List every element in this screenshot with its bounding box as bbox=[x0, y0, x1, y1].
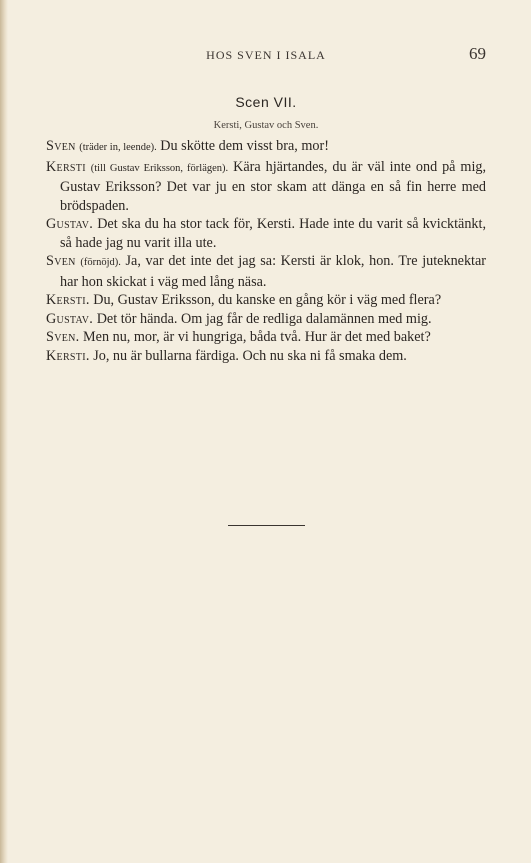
dialogue-line bbox=[46, 347, 486, 366]
dialogue-line bbox=[46, 158, 486, 216]
dialogue-line bbox=[46, 215, 486, 252]
book-page bbox=[46, 0, 486, 863]
page-number: 69 bbox=[469, 44, 486, 63]
speaker-name: Kersti. bbox=[46, 292, 90, 308]
speaker-name: Gustav. bbox=[46, 216, 94, 232]
dialogue-line bbox=[46, 137, 486, 158]
running-head: HOS SVEN I ISALA bbox=[206, 48, 326, 62]
dialogue-line bbox=[46, 310, 486, 329]
line-text: Jo, nu är bullarna färdiga. Och nu ska ni få smaka dem. bbox=[93, 347, 407, 364]
speaker-name: Kersti. bbox=[46, 347, 90, 364]
dialogue-line bbox=[46, 291, 486, 310]
scene-title: Scen VII. bbox=[235, 94, 297, 110]
section-divider bbox=[228, 525, 305, 526]
line-text: Ja, var det inte det jag sa: Kersti är klok, hon. Tre juteknektar har hon skickat i väg med lång näsa. bbox=[60, 253, 487, 290]
speaker-name: Kersti bbox=[46, 158, 86, 175]
line-text: Kära hjärtandes, du är väl inte ond på mig, Gustav Eriksson? Det var ju en stor skam att dänga en så fin herre med brödspaden. bbox=[60, 158, 487, 214]
page-header bbox=[46, 44, 486, 68]
dialogue bbox=[46, 137, 486, 365]
stage-direction: (till Gustav Eriksson, förlägen). bbox=[90, 162, 229, 174]
stage-direction: (förnöjd). bbox=[80, 257, 121, 268]
book-spine-shadow bbox=[0, 0, 8, 863]
scene-cast: Kersti, Gustav och Sven. bbox=[213, 120, 319, 131]
line-text: Du, Gustav Eriksson, du kanske en gång kör i väg med flera? bbox=[93, 292, 442, 308]
speaker-name: Sven bbox=[46, 138, 76, 154]
speaker-name: Sven. bbox=[46, 329, 80, 345]
dialogue-line bbox=[46, 328, 486, 347]
speaker-name: Gustav. bbox=[46, 310, 94, 327]
line-text: Men nu, mor, är vi hungriga, båda två. Hur är det med baket? bbox=[83, 329, 431, 345]
line-text: Du skötte dem visst bra, mor! bbox=[160, 138, 329, 154]
line-text: Det tör hända. Om jag får de redliga dalamännen med mig. bbox=[96, 310, 432, 327]
speaker-name: Sven bbox=[46, 253, 76, 269]
dialogue-line bbox=[46, 252, 486, 291]
stage-direction: (träder in, leende). bbox=[79, 142, 157, 153]
line-text: Det ska du ha stor tack för, Kersti. Hade inte du varit så kvicktänkt, så hade jag nu varit illa ute. bbox=[60, 216, 486, 251]
